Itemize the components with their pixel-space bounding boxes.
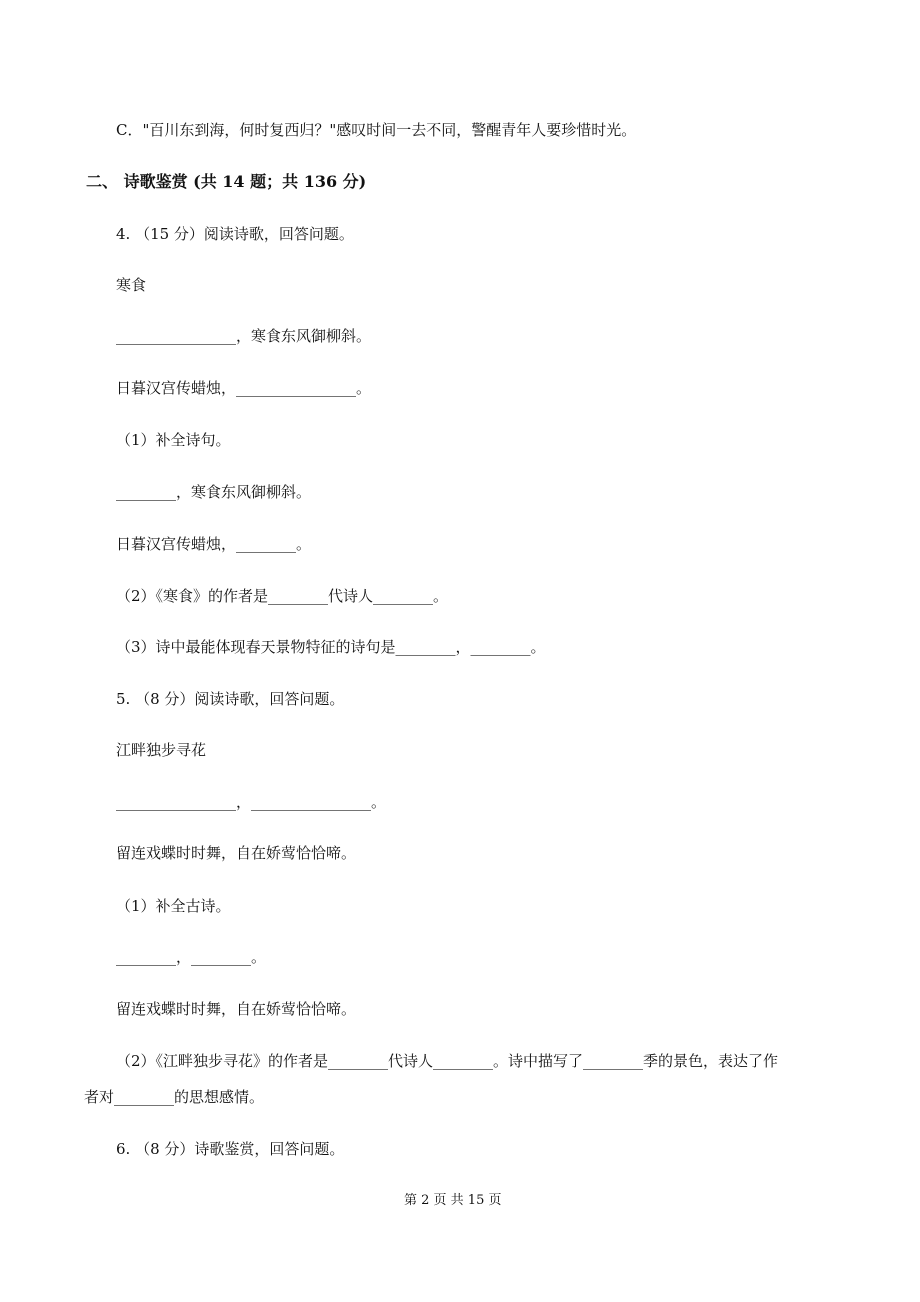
- page-footer: 第 2 页 共 15 页: [404, 1193, 502, 1208]
- q5-sub-1: （1）补全古诗。: [116, 897, 231, 915]
- question-6-title: 6. （8 分）诗歌鉴赏，回答问题。: [116, 1140, 345, 1158]
- section-heading: 二、 诗歌鉴赏 (共 14 题；共 136 分): [86, 172, 367, 191]
- q4-sub-1-line-1: ________，寒食东风御柳斜。: [116, 483, 312, 501]
- poem-line-1: ________________，寒食东风御柳斜。: [116, 327, 372, 345]
- q5-sub-1-line-2: 留连戏蝶时时舞，自在娇莺恰恰啼。: [116, 1000, 357, 1018]
- q4-sub-3: （3）诗中最能体现春天景物特征的诗句是________，________。: [116, 638, 546, 656]
- poem5-line-2: 留连戏蝶时时舞，自在娇莺恰恰啼。: [116, 844, 357, 862]
- q4-sub-1: （1）补全诗句。: [116, 431, 231, 449]
- q5-sub-2-continued: 者对________的思想感情。: [84, 1088, 265, 1106]
- question-4-title: 4. （15 分）阅读诗歌，回答问题。: [116, 225, 354, 243]
- q5-sub-1-line-1: ________，________。: [116, 948, 267, 966]
- q4-sub-1-line-2: 日暮汉宫传蜡烛，________。: [116, 535, 312, 553]
- question-5-title: 5. （8 分）阅读诗歌，回答问题。: [116, 690, 345, 708]
- poem5-line-1: ________________，________________。: [116, 793, 387, 811]
- option-c-text: C．"百川东到海，何时复西归？"感叹时间一去不同，警醒青年人要珍惜时光。: [116, 121, 637, 139]
- poem-line-2: 日暮汉宫传蜡烛，________________。: [116, 379, 372, 397]
- poem-title-jiangpan: 江畔独步寻花: [116, 741, 207, 759]
- poem-title-hanshi: 寒食: [116, 276, 147, 294]
- q4-sub-2: （2）《寒食》的作者是________代诗人________。: [116, 587, 449, 605]
- q5-sub-2: （2）《江畔独步寻花》的作者是________代诗人________。诗中描写了________季的景色，表达了作: [116, 1052, 779, 1070]
